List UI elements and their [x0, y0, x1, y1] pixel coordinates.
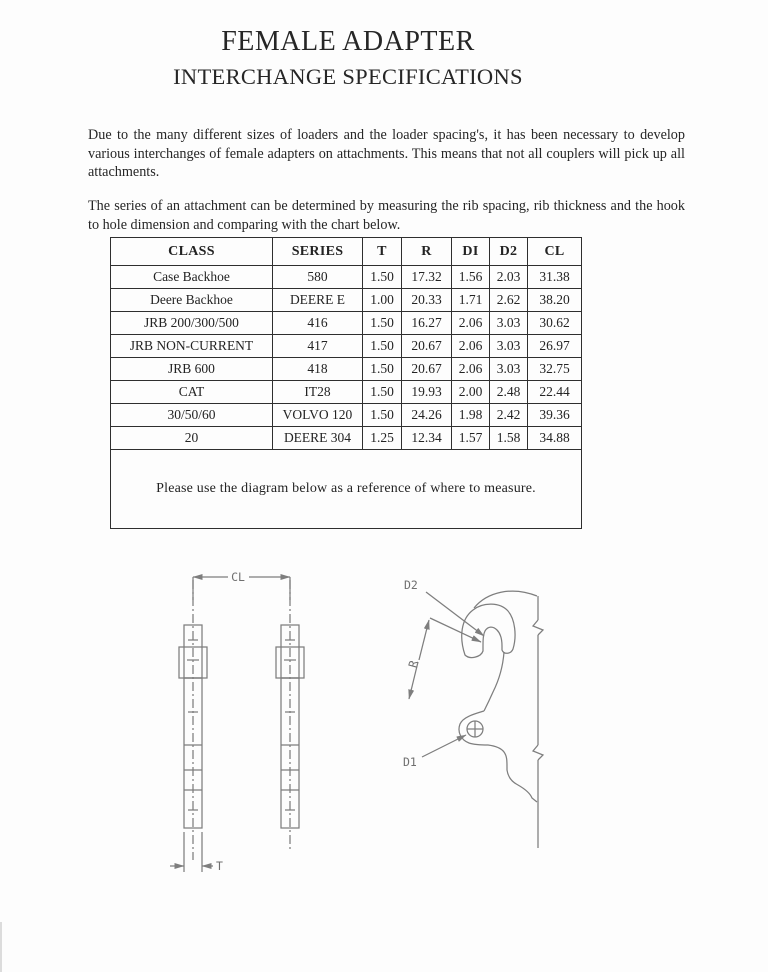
- pin-hole: [467, 721, 483, 737]
- d1-leader-line: [422, 735, 466, 757]
- r-dimension-label: R: [405, 658, 421, 670]
- table-cell: 416: [273, 312, 363, 335]
- t-dimension: [170, 832, 213, 872]
- table-row: [111, 404, 582, 427]
- page-title: [0, 27, 696, 90]
- measurement-diagram: [0, 552, 768, 900]
- d1-dimension-label: D1: [403, 755, 417, 769]
- scan-edge-artifact: [0, 922, 2, 972]
- table-cell: 20.67: [402, 358, 452, 381]
- table-cell: JRB 600: [111, 358, 273, 381]
- table-cell: JRB NON-CURRENT: [111, 335, 273, 358]
- measure-paragraph: The series of an attachment can be determined by measuring the rib spacing, rib thickness and the hook to hole dimension and comparing with the chart below.: [88, 198, 685, 233]
- table-cell: 20.33: [402, 289, 452, 312]
- table-cell: 1.71: [452, 289, 490, 312]
- table-cell: 20.67: [402, 335, 452, 358]
- table-cell: 580: [273, 266, 363, 289]
- table-cell: 12.34: [402, 427, 452, 450]
- table-cell: 22.44: [528, 381, 582, 404]
- table-cell: 1.50: [363, 404, 402, 427]
- table-cell: 1.56: [452, 266, 490, 289]
- interchange-spec-table: [110, 237, 582, 529]
- table-cell: 417: [273, 335, 363, 358]
- table-cell: VOLVO 120: [273, 404, 363, 427]
- table-cell: 24.26: [402, 404, 452, 427]
- hook-lower-contour: [484, 652, 504, 711]
- table-cell: 3.03: [490, 312, 528, 335]
- table-cell: IT28: [273, 381, 363, 404]
- rib-spacing-view: [170, 577, 304, 872]
- table-row: [111, 335, 582, 358]
- table-cell: 1.50: [363, 335, 402, 358]
- table-cell: 1.50: [363, 381, 402, 404]
- table-cell: 2.06: [452, 312, 490, 335]
- table-cell: 1.50: [363, 312, 402, 335]
- table-cell: 418: [273, 358, 363, 381]
- pin-lobe-contour: [459, 711, 537, 802]
- table-cell: 2.06: [452, 358, 490, 381]
- intro-paragraph: Due to the many different sizes of loaders and the loader spacing's, it has been necessary to develop various interchanges of female adapters on attachments. This means that not all couplers will pick up all attachments.: [88, 127, 685, 181]
- table-cell: 32.75: [528, 358, 582, 381]
- table-row: [111, 266, 582, 289]
- table-cell: 17.32: [402, 266, 452, 289]
- table-cell: 39.36: [528, 404, 582, 427]
- table-cell: 26.97: [528, 335, 582, 358]
- table-cell: 1.50: [363, 266, 402, 289]
- table-note-row: [111, 450, 582, 529]
- break-symbol: [533, 620, 543, 635]
- hook-profile-view: [409, 591, 543, 848]
- table-cell: 2.03: [490, 266, 528, 289]
- r-dimension-line: [419, 620, 429, 660]
- table-cell: 16.27: [402, 312, 452, 335]
- table-cell: CAT: [111, 381, 273, 404]
- table-cell: 2.42: [490, 404, 528, 427]
- column-header-cl: CL: [528, 238, 582, 266]
- table-cell: 3.03: [490, 335, 528, 358]
- title-line-1: FEMALE ADAPTER: [221, 26, 475, 57]
- table-cell: 38.20: [528, 289, 582, 312]
- table-row: [111, 312, 582, 335]
- table-cell: Case Backhoe: [111, 266, 273, 289]
- table-cell: 30.62: [528, 312, 582, 335]
- break-symbol: [533, 745, 543, 760]
- table-cell: 31.38: [528, 266, 582, 289]
- column-header-r: R: [402, 238, 452, 266]
- table-cell: 1.50: [363, 358, 402, 381]
- table-cell: 1.98: [452, 404, 490, 427]
- column-header-d2: D2: [490, 238, 528, 266]
- table-row: [111, 427, 582, 450]
- table-cell: DEERE E: [273, 289, 363, 312]
- table-cell: 2.00: [452, 381, 490, 404]
- table-note: Please use the diagram below as a reference of where to measure.: [111, 450, 582, 529]
- hook-arch: [462, 604, 515, 657]
- table-cell: 30/50/60: [111, 404, 273, 427]
- table-cell: 34.88: [528, 427, 582, 450]
- cl-dimension-label: CL: [231, 570, 245, 584]
- table-cell: 2.06: [452, 335, 490, 358]
- table-row: [111, 358, 582, 381]
- rib-right: [276, 580, 304, 850]
- table-cell: DEERE 304: [273, 427, 363, 450]
- table-cell: JRB 200/300/500: [111, 312, 273, 335]
- title-line-2: INTERCHANGE SPECIFICATIONS: [173, 63, 523, 89]
- column-header-class: CLASS: [111, 238, 273, 266]
- column-header-t: T: [363, 238, 402, 266]
- table-cell: 1.58: [490, 427, 528, 450]
- column-header-di: DI: [452, 238, 490, 266]
- table-cell: 2.48: [490, 381, 528, 404]
- rib-left: [179, 580, 207, 860]
- t-dimension-label: T: [216, 859, 223, 873]
- table-row: [111, 381, 582, 404]
- table-cell: Deere Backhoe: [111, 289, 273, 312]
- table-cell: 1.00: [363, 289, 402, 312]
- table-cell: 19.93: [402, 381, 452, 404]
- table-row: [111, 289, 582, 312]
- table-cell: 2.62: [490, 289, 528, 312]
- column-header-series: SERIES: [273, 238, 363, 266]
- table-cell: 1.57: [452, 427, 490, 450]
- r-extension-line: [430, 618, 481, 642]
- d2-dimension-label: D2: [404, 578, 418, 592]
- table-cell: 20: [111, 427, 273, 450]
- table-cell: 1.25: [363, 427, 402, 450]
- table-cell: 3.03: [490, 358, 528, 381]
- table-header-row: [111, 238, 582, 266]
